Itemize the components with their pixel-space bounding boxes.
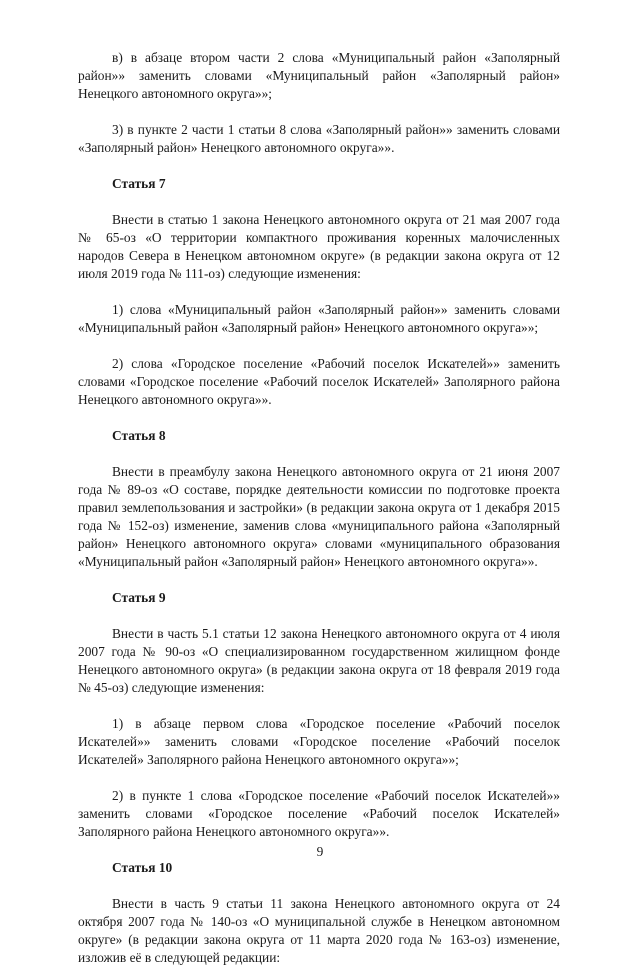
document-page — [78, 49, 560, 967]
article-8-body: Внести в преамбулу закона Ненецкого автономного округа от 21 июня 2007 года № 89-оз «О составе, порядке деятельности комиссии по подготовке проекта правил землепользования и застройки» (в редакции закона округа от 1 декабря 2015 года № 152-оз) изменение, заменив слова «муниципального района «Заполярный район» Ненецкого автономного округа» словами «муниципального образования «Муниципальный район «Заполярный район» Ненецкого автономного округа»». — [78, 464, 560, 569]
article-9-item-1: 1) в абзаце первом слова «Городское поселение «Рабочий поселок Искателей»» заменить словами «Городское поселение «Рабочий поселок Искателей» Заполярного района Ненецкого автономного округа»»; — [78, 716, 560, 767]
paragraph-3-v-punkte-2: 3) в пункте 2 части 1 статьи 8 слова «Заполярный район»» заменить словами «Заполярный район» Ненецкого автономного округа»». — [78, 122, 560, 155]
article-8-heading: Статья 8 — [112, 428, 166, 443]
article-7-heading: Статья 7 — [112, 176, 166, 191]
article-10-intro: Внести в часть 9 статьи 11 закона Ненецкого автономного округа от 24 октября 2007 года № 140-оз «О муниципальной службе в Ненецком автономном округе» (в редакции закона округа от 11 марта 2020 года № 163-оз) изменение, изложив её в следующей редакции: — [78, 896, 560, 965]
article-7-item-2: 2) слова «Городское поселение «Рабочий поселок Искателей»» заменить словами «Городское поселение «Рабочий поселок Искателей» Заполярного района Ненецкого автономного округа»». — [78, 356, 560, 407]
page-number: 9 — [316, 844, 324, 859]
article-7-intro: Внести в статью 1 закона Ненецкого автономного округа от 21 мая 2007 года № 65-оз «О территории компактного проживания коренных малочисленных народов Севера в Ненецком автономном округе» (в редакции закона округа от 12 июля 2019 года № 111-оз) следующие изменения: — [78, 212, 560, 281]
article-9-heading: Статья 9 — [112, 590, 166, 605]
article-7-item-1: 1) слова «Муниципальный район «Заполярный район»» заменить словами «Муниципальный район «Заполярный район» Ненецкого автономного округа»»; — [78, 302, 560, 335]
paragraph-v-abzac-vtorom: в) в абзаце втором части 2 слова «Муниципальный район «Заполярный район»» заменить словами «Муниципальный район «Заполярный район» Ненецкого автономного округа»»; — [78, 50, 560, 101]
article-9-item-2: 2) в пункте 1 слова «Городское поселение «Рабочий поселок Искателей»» заменить словами «Городское поселение «Рабочий поселок Искателей» Заполярного района Ненецкого автономного округа»». — [78, 788, 560, 839]
article-10-heading: Статья 10 — [112, 860, 173, 875]
article-9-intro: Внести в часть 5.1 статьи 12 закона Ненецкого автономного округа от 4 июля 2007 года № 90-оз «О специализированном государственном жилищном фонде Ненецкого автономного округа» (в редакции закона округа от 18 февраля 2019 года № 45-оз) следующие изменения: — [78, 626, 560, 695]
